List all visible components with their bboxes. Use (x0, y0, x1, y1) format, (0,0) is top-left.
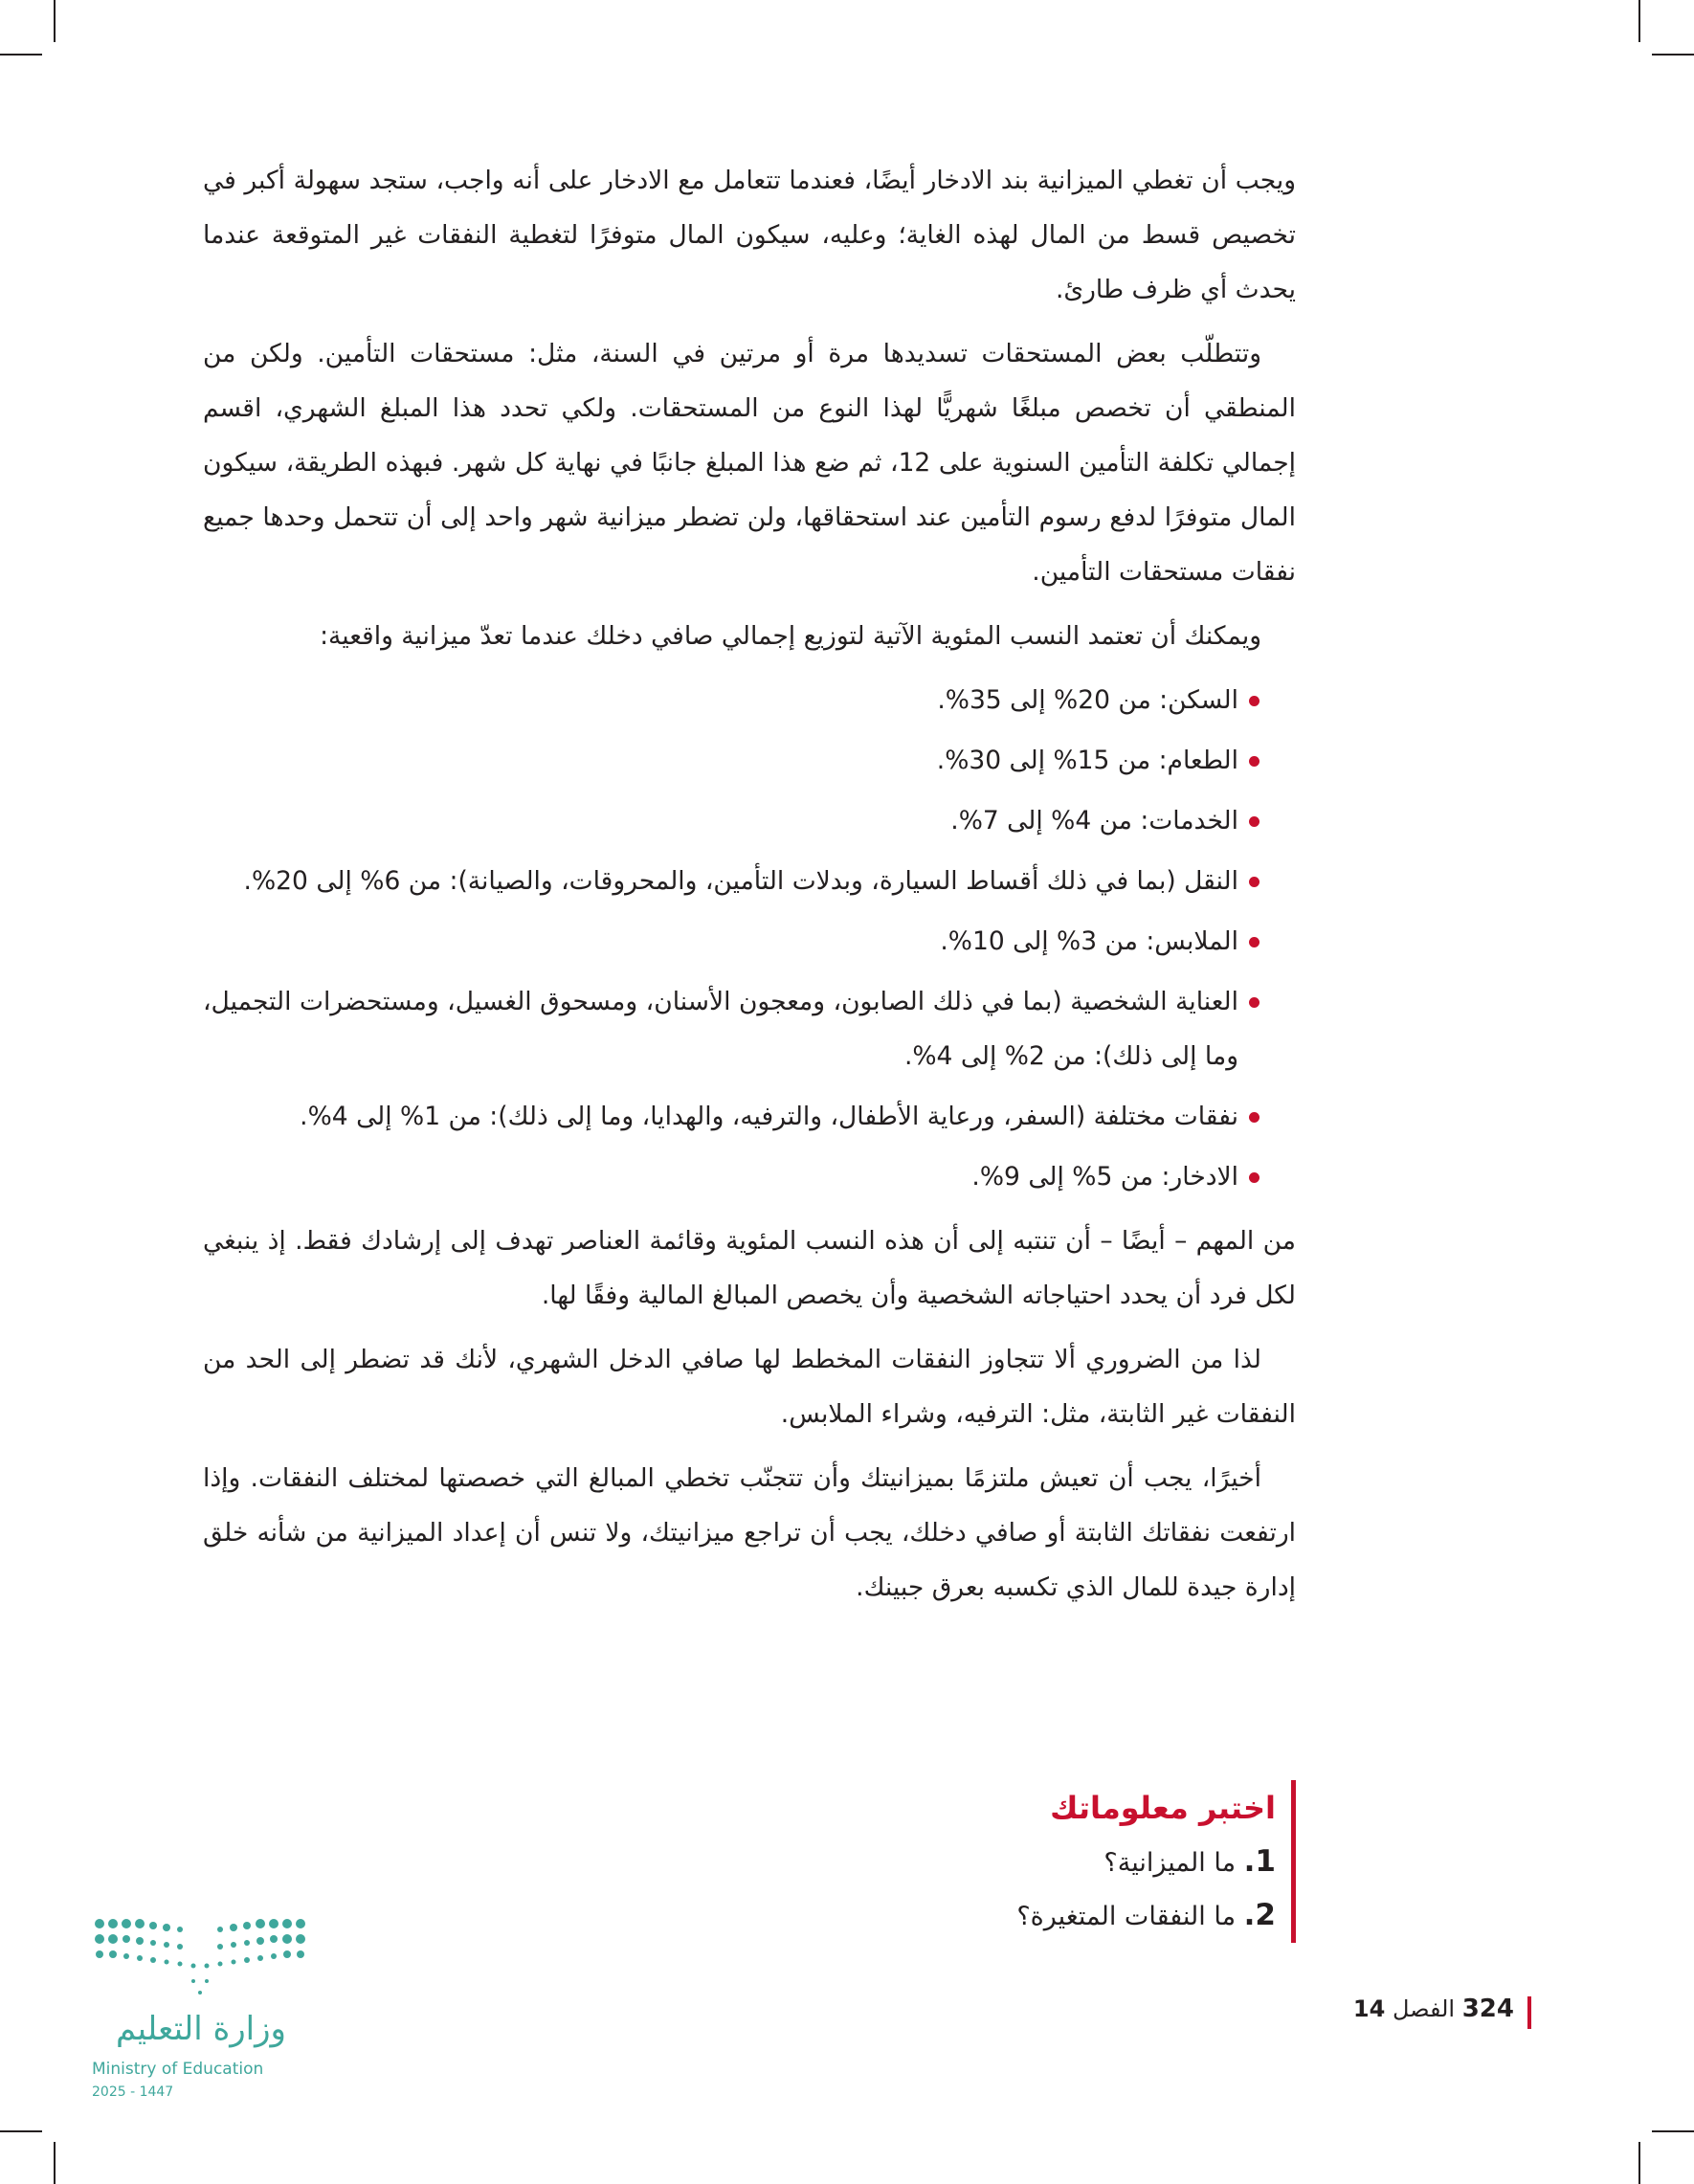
footer-accent-bar (1527, 1996, 1531, 2029)
ministry-name-english: Ministry of Education (92, 2060, 264, 2079)
paragraph-conclusion: أخيرًا، يجب أن تعيش ملتزمًا بميزانيتك وأن تتجنّب تخطي المبالغ التي خصصتها لمختلف النفقات. وإذا ارتفعت نفقاتك الثابتة أو صافي دخلك، يجب أن تراجع ميزانيتك، ولا تنس أن إعداد الميزانية من شأنه خلق إدارة جيدة للمال الذي تكسبه بعرق جبينك. (203, 1463, 1296, 1602)
bullet-dot-icon (1249, 816, 1259, 827)
quiz-question (950, 1836, 1276, 1889)
bullet-dot-icon (1249, 937, 1259, 947)
body-content (203, 153, 1296, 1624)
question-number: 1. (1243, 1844, 1276, 1879)
paragraph-insurance: وتتطلّب بعض المستحقات تسديدها مرة أو مرتين في السنة، مثل: مستحقات التأمين. ولكن من المنطقي أن تخصص مبلغًا شهريًّا لهذا النوع من المستحقات. ولكي تحدد هذا المبلغ الشهري، اقسم إجمالي تكلفة التأمين السنوية على 12، ثم ضع هذا المبلغ جانبًا في نهاية كل شهر. فبهذه الطريقة، سيكون المال متوفرًا لدفع رسوم التأمين عند استحقاقها، ولن تضطر ميزانية شهر واحد إلى أن تتحمل وحدها جميع نفقات مستحقات التأمين. (203, 339, 1296, 587)
question-number: 2. (1243, 1898, 1276, 1932)
list-item: الادخار: من 5% إلى 9%. (203, 1149, 1238, 1204)
list-item: الملابس: من 3% إلى 10%. (203, 914, 1238, 969)
bullet-dot-icon (1249, 696, 1259, 706)
bullet-dot-icon (1249, 877, 1259, 887)
page-number: 324 (1461, 1995, 1514, 2023)
edition-year: 2025 - 1447 (92, 2084, 174, 2100)
chapter-number: 14 (1352, 1995, 1386, 2022)
bullet-dot-icon (1249, 1112, 1259, 1123)
chapter-label: الفصل (1392, 1995, 1456, 2022)
footer-text (1353, 1995, 1514, 2023)
crop-mark-tl-v (54, 0, 56, 42)
bullet-dot-icon (1249, 756, 1259, 767)
crop-mark-bl-h (0, 2130, 42, 2132)
list-item: الخدمات: من 4% إلى 7%. (203, 793, 1238, 848)
page-footer (1129, 1991, 1531, 2037)
budget-percentages-list (203, 673, 1296, 1204)
paragraph-net-income: لذا من الضروري ألا تتجاوز النفقات المخطط لها صافي الدخل الشهري، لأنك قد تضطر إلى الحد من النفقات غير الثابتة، مثل: الترفيه، وشراء الملابس. (203, 1345, 1296, 1429)
list-item: نفقات مختلفة (السفر، ورعاية الأطفال، والترفيه، والهدايا، وما إلى ذلك): من 1% إلى 4%. (203, 1089, 1238, 1144)
crop-mark-br-v (1638, 2142, 1640, 2184)
paragraph-guidance-note: من المهم – أيضًا – أن تنتبه إلى أن هذه النسب المئوية وقائمة العناصر تهدف إلى إرشادك فقط. إذ ينبغي لكل فرد أن يحدد احتياجاته الشخصية وأن يخصص المبالغ المالية وفقًا لها. (203, 1226, 1296, 1310)
check-your-knowledge-box (950, 1780, 1296, 1943)
list-item: العناية الشخصية (بما في ذلك الصابون، ومعجون الأسنان، ومسحوق الغسيل، ومستحضرات التجميل، وما إلى ذلك): من 2% إلى 4%. (203, 974, 1238, 1083)
bullet-dot-icon (1249, 1172, 1259, 1183)
paragraph-savings: ويجب أن تغطي الميزانية بند الادخار أيضًا، فعندما تتعامل مع الادخار على أنه واجب، ستجد سهولة أكبر في تخصيص قسط من المال لهذه الغاية؛ وعليه، سيكون المال متوفرًا لتغطية النفقات غير المتوقعة عندما يحدث أي ظرف طارئ. (203, 166, 1296, 304)
bullet-dot-icon (1249, 997, 1259, 1008)
crop-mark-tr-h (1652, 54, 1694, 56)
paragraph-percentages-intro: ويمكنك أن تعتمد النسب المئوية الآتية لتوزيع إجمالي صافي دخلك عندما تعدّ ميزانية واقعية: (320, 621, 1261, 651)
question-text: ما النفقات المتغيرة؟ (1016, 1902, 1237, 1931)
quiz-title: اختبر معلوماتك (1050, 1790, 1276, 1826)
list-item: الطعام: من 15% إلى 30%. (203, 733, 1238, 788)
question-text: ما الميزانية؟ (1103, 1848, 1237, 1878)
crop-mark-bl-v (54, 2142, 56, 2184)
ministry-logo (92, 1914, 312, 2106)
ministry-name-arabic: وزارة التعليم (116, 2010, 286, 2048)
quiz-question (950, 1889, 1276, 1943)
ministry-logo-dots-icon (92, 1914, 312, 2010)
crop-mark-br-h (1652, 2130, 1694, 2132)
crop-mark-tl-h (0, 54, 42, 56)
list-item: السكن: من 20% إلى 35%. (203, 673, 1238, 727)
crop-mark-tr-v (1638, 0, 1640, 42)
list-item: النقل (بما في ذلك أقساط السيارة، وبدلات التأمين، والمحروقات، والصيانة): من 6% إلى 20%. (203, 854, 1238, 908)
